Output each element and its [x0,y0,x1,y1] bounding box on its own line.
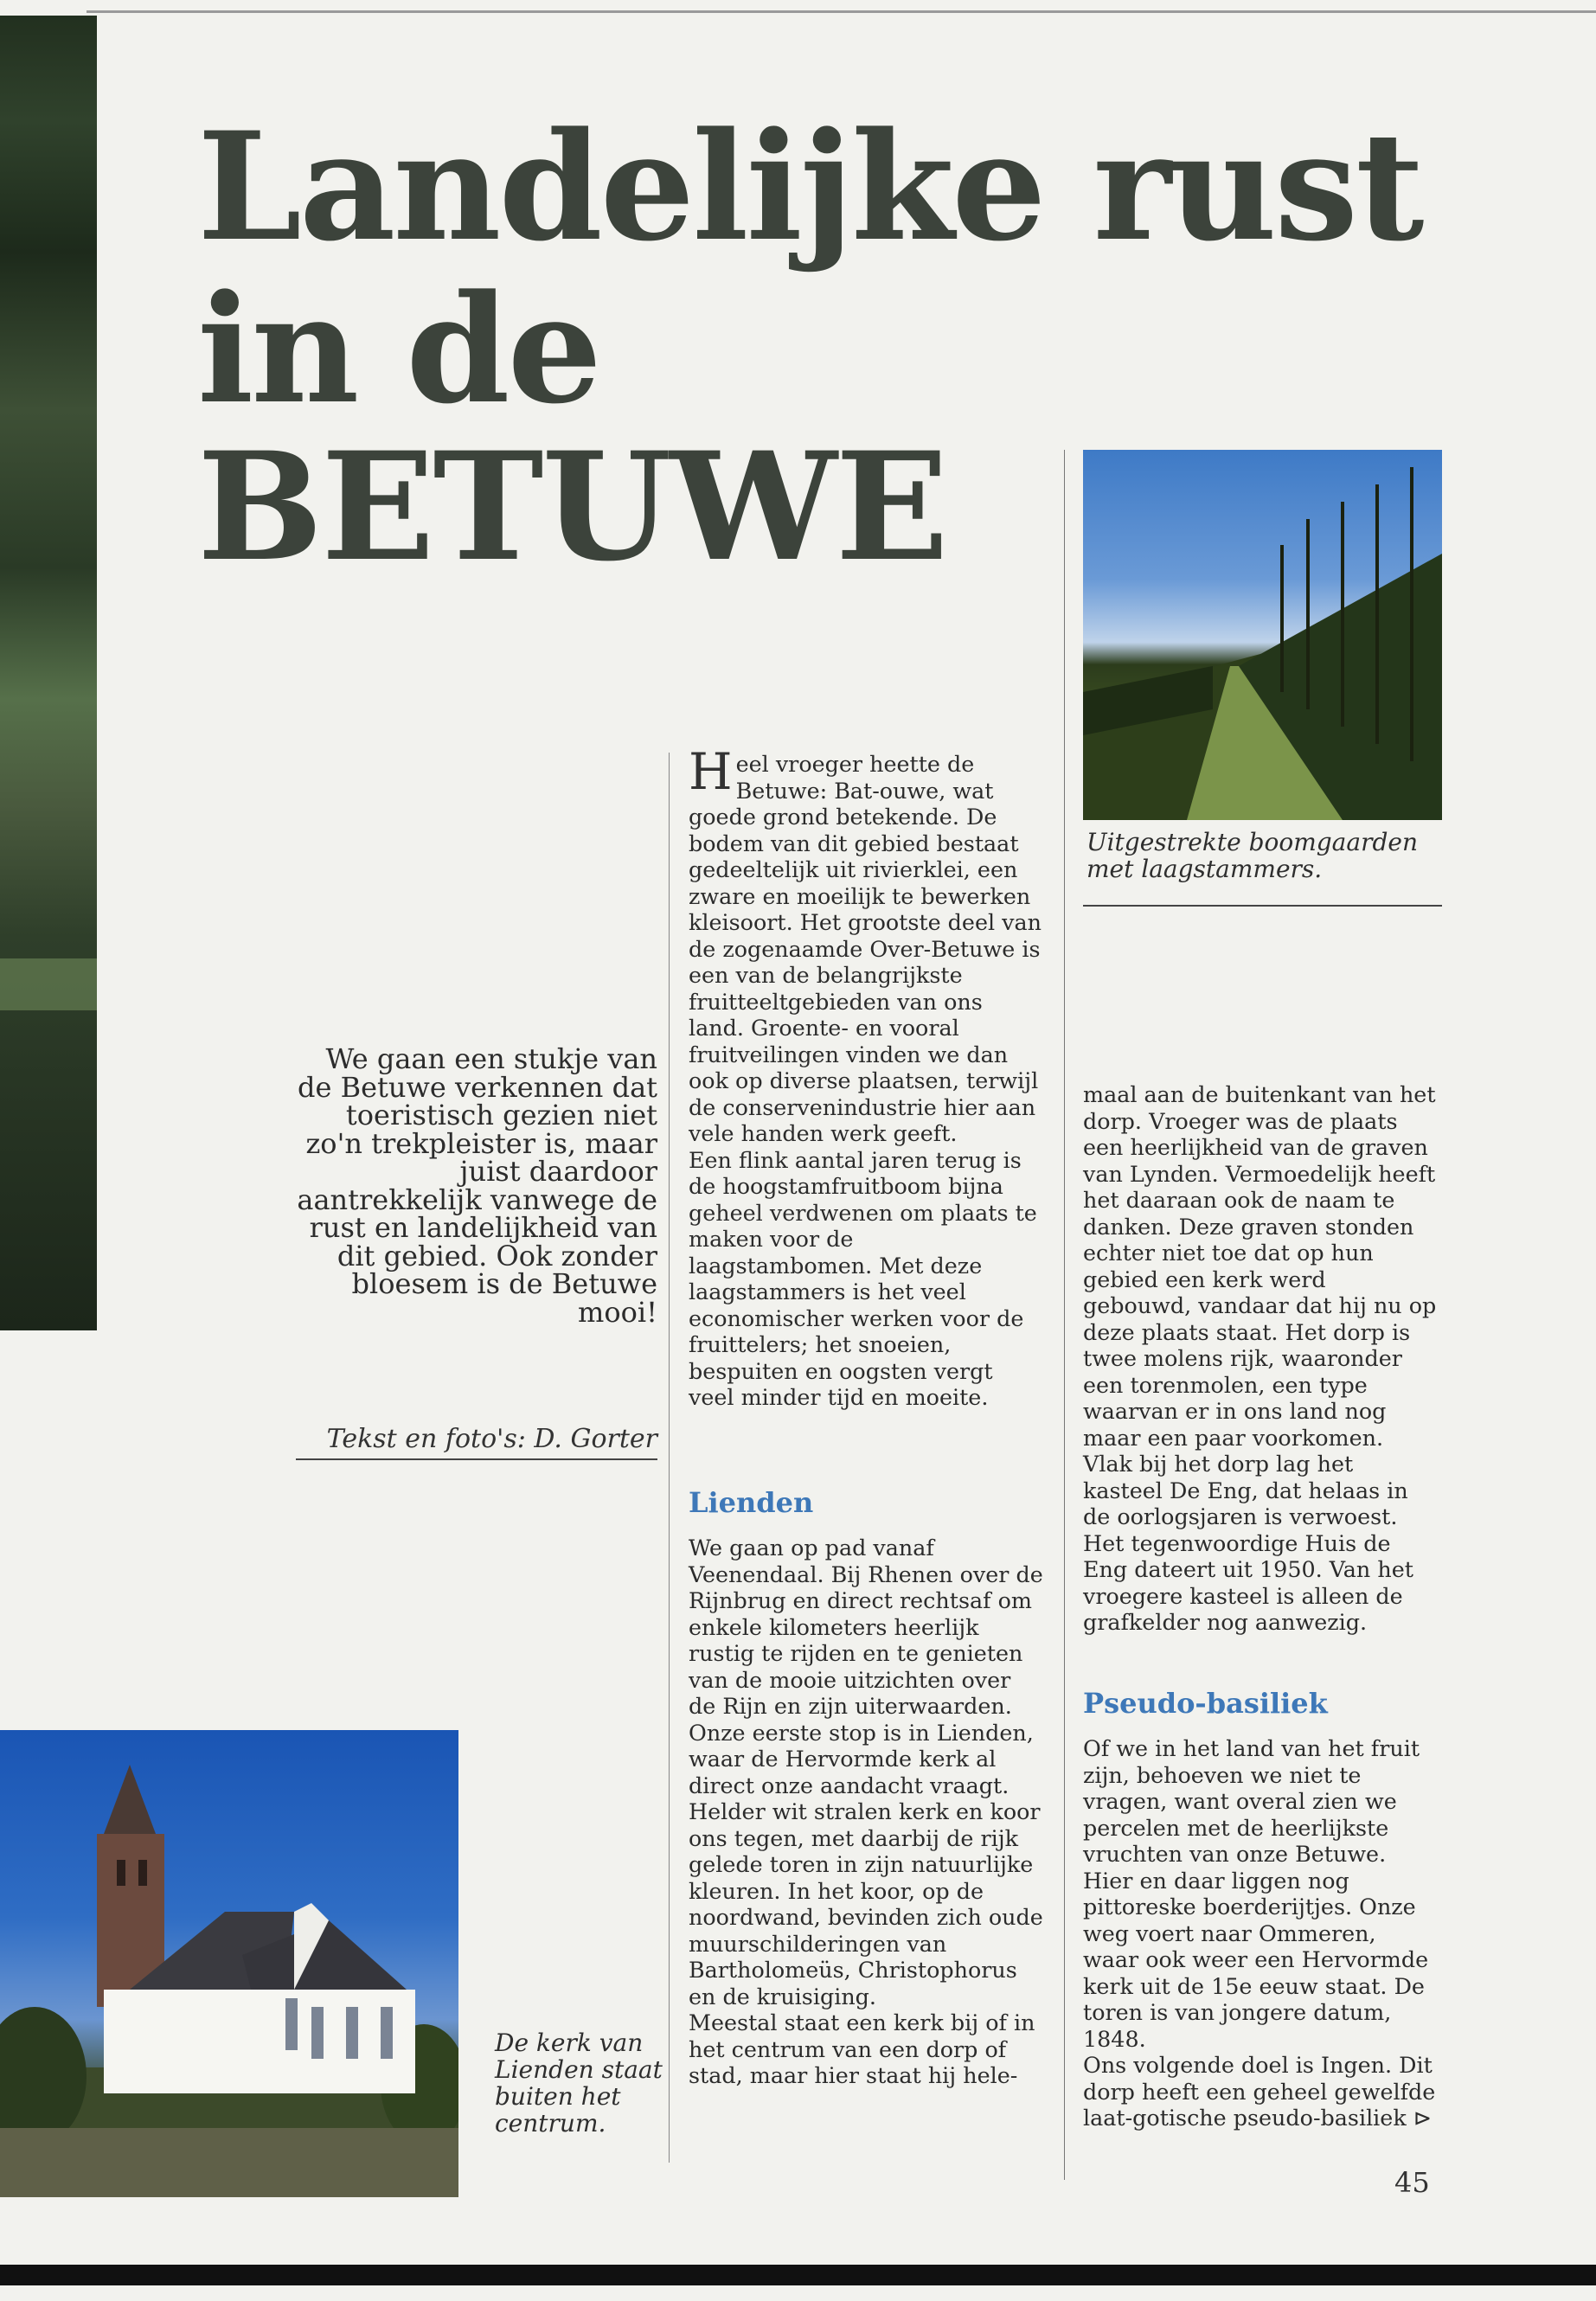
text-column-1 [689,742,1043,1411]
left-edge-photo [0,16,97,1330]
church-caption: De kerk van Lienden staat buiten het centrum. [495,2029,663,2138]
orchard-trees-illustration [1083,450,1442,820]
title-line-3: BETUWE [197,419,947,594]
col2-paragraph-3: Ons volgende doel is Ingen. Dit dorp heeft een geheel gewelfde laat-gotische pseudo-basiliek ⊳ [1083,2052,1436,2131]
text-column-2 [1083,1081,1438,1636]
col2-paragraph-2: Of we in het land van het fruit zijn, behoeven we niet te vragen, want overal zien we percelen met de heerlijkste vruchten van onze Betuwe. Hier en daar liggen nog pittoreske boerderijtjes. Onze weg voert naar Ommeren, waar ook weer een Hervormde kerk uit de 15e eeuw staat. De toren is van jongere datum, 1848. [1083,1735,1429,2052]
col1-paragraph-5: Meestal staat een kerk bij of in het centrum van een dorp of stad, maar hier staat hij hele- [689,2009,1035,2088]
bottom-scan-edge [0,2265,1596,2285]
text-column-2-lower [1083,1735,1438,2131]
orchard-caption-rule [1083,905,1442,907]
title-line-2: in de [197,261,599,437]
church-photo [0,1730,458,2197]
author-credit: Tekst en foto's: D. Gorter [326,1424,657,1454]
col1-paragraph-4: Onze eerste stop is in Lienden, waar de Hervormde kerk al direct onze aandacht vraagt. Helder wit stralen kerk en koor ons tegen, met daarbij de rijk gelede toren in zijn natuurlijke kleuren. In het koor, op de noordwand, bevinden zich oude muurschilderingen van Bartholomeüs, Christophorus en de kruisiging. [689,1719,1043,2009]
top-border [87,10,1596,13]
intro-rule [296,1458,657,1460]
section-heading-lienden: Lienden [689,1486,814,1519]
col1-paragraph-3: We gaan op pad vanaf Veenendaal. Bij Rhenen over de Rijnbrug en direct rechtsaf om enkele kilometers heerlijk rustig te rijden en te genieten van de mooie uitzichten over de Rijn en zijn uiterwaarden. [689,1535,1043,1719]
orchard-photo [1083,450,1442,820]
column-divider-left [669,753,670,2163]
text-column-1-lower [689,1535,1043,2089]
column-divider-right [1064,450,1065,2180]
col1-paragraph-2: Een flink aantal jaren terug is de hoogstamfruitboom bijna geheel verdwenen om plaats te maken voor de laagstambomen. Met deze laagstammers is het veel economischer werken voor de fruittelers; het snoeien, bespuiten en oogsten vergt veel minder tijd en moeite. [689,1146,1037,1410]
church-illustration [0,1730,458,2197]
intro-text: We gaan een stukje van de Betuwe verkennen dat toeristisch gezien niet zo'n trekpleister is, maar juist daardoor aantrekkelijk vanwege de rust en landelijkheid van dit gebied. Ook zonder bloesem is de Betuwe mooi! [297,1042,657,1329]
title-line-1: Landelijke rust [197,99,1422,274]
drop-cap: H [689,742,733,801]
page-number: 45 [1394,2166,1430,2199]
col1-paragraph-1: eel vroeger heette de Betuwe: Bat-ouwe, wat goede grond betekende. De bodem van dit gebied bestaat gedeeltelijk uit rivierklei, een zware en moeilijk te bewerken kleisoort. Het grootste deel van de zogenaamde Over-Betuwe is een van de belangrijkste fruitteeltgebieden van ons land. Groente- en vooral fruitveilingen vinden we dan ook op diverse plaatsen, terwijl de conservenindustrie hier aan vele handen werk geeft. [689,751,1042,1146]
orchard-caption: Uitgestrekte boomgaarden met laagstammers. [1086,828,1418,883]
col2-paragraph-1: maal aan de buitenkant van het dorp. Vroeger was de plaats een heerlijkheid van de graven van Lynden. Vermoedelijk heeft het daaraan ook de naam te danken. Deze graven stonden echter niet toe dat op hun gebied een kerk werd gebouwd, vandaar dat hij nu op deze plaats staat. Het dorp is twee molens rijk, waaronder een torenmolen, een type waarvan er in ons land nog maar een paar voorkomen. Vlak bij het dorp lag het kasteel De Eng, dat helaas in de oorlogsjaren is verwoest. Het tegenwoordige Huis de Eng dateert uit 1950. Van het vroegere kasteel is alleen de grafkelder nog aanwezig. [1083,1081,1437,1635]
section-heading-pseudo-basiliek: Pseudo-basiliek [1083,1687,1328,1720]
